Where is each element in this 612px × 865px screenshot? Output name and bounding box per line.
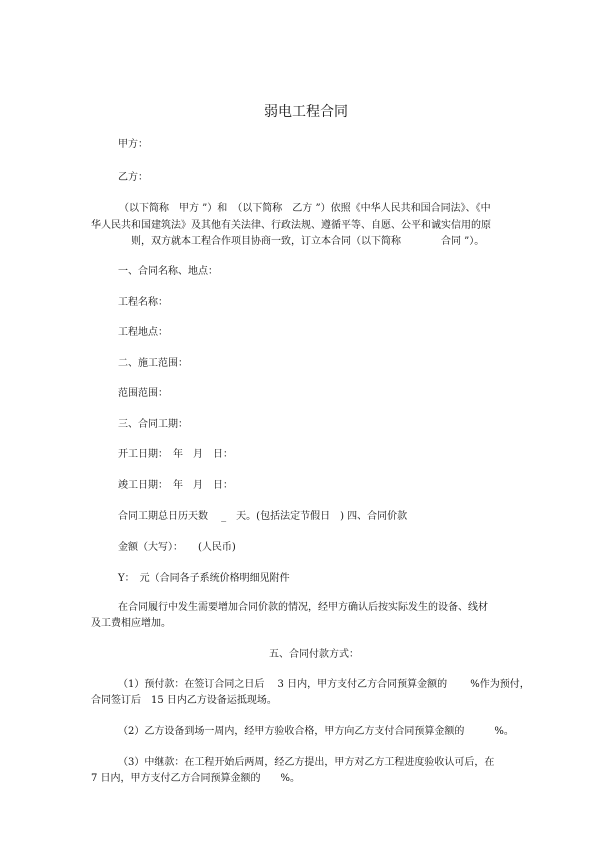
scope-label: 范围范围： bbox=[118, 388, 168, 399]
start-date-label: 开工日期： 年 月 日： bbox=[118, 449, 233, 460]
section-5-heading: 五、合同付款方式： bbox=[269, 649, 359, 660]
party-a-label: 甲方： bbox=[118, 139, 148, 150]
page-title: 弱电工程合同 bbox=[264, 104, 348, 120]
payment-1-line-2: 合同签订后 15 日内乙方设备运抵现场。 bbox=[91, 695, 277, 706]
intro-line-2: 华人民共和国建筑法》及其他有关法律、行政法规、遵循平等、自愿、公平和诚实信用的原 bbox=[91, 220, 491, 231]
project-location-label: 工程地点： bbox=[118, 327, 168, 338]
adjust-line-1: 在合同履行中发生需要增加合同价款的情况，经甲方确认后按实际发生的设备、线材 bbox=[118, 602, 488, 613]
adjust-line-2: 及工费相应增加。 bbox=[91, 618, 171, 629]
payment-2-line: （2）乙方设备到场一周内，经甲方验收合格，甲方向乙方支付合同预算金额的 %。 bbox=[118, 726, 514, 737]
project-name-label: 工程名称： bbox=[118, 297, 168, 308]
intro-line-1: （以下简称 甲方 ”）和 （以下简称 乙方 ”）依照《中华人民共和国合同法》、《中 bbox=[119, 203, 491, 214]
section-1-heading: 一、合同名称、地点： bbox=[118, 266, 218, 277]
payment-3-line-1: （3）中继款：在工程开始后两周，经乙方提出，甲方对乙方工程进度验收认可后，在 bbox=[118, 757, 495, 768]
amount-yen-line: Y： 元（合同各子系统价格明细见附件 bbox=[118, 573, 290, 584]
section-3-heading: 三、合同工期： bbox=[118, 419, 188, 430]
payment-1-line-1: （1）预付款：在签订合同之日后 3 日内，甲方支付乙方合同预算金额的 %作为预付， bbox=[118, 679, 530, 690]
section-2-heading: 二、施工范围： bbox=[118, 358, 188, 369]
amount-caps-line: 金额（大写）： (人民币) bbox=[118, 542, 236, 553]
end-date-label: 竣工日期： 年 月 日： bbox=[118, 480, 233, 491]
payment-3-line-2: 7 日内，甲方支付乙方合同预算金额的 %。 bbox=[91, 773, 301, 784]
party-b-label: 乙方： bbox=[118, 172, 148, 183]
intro-line-3: 则，双方就本工程合作项目协商一致，订立本合同（以下简称 合同 ”）。 bbox=[131, 236, 485, 247]
total-days-line: 合同工期总日历天数 _ 天。(包括法定节假日 ) 四、合同价款 bbox=[118, 511, 408, 522]
